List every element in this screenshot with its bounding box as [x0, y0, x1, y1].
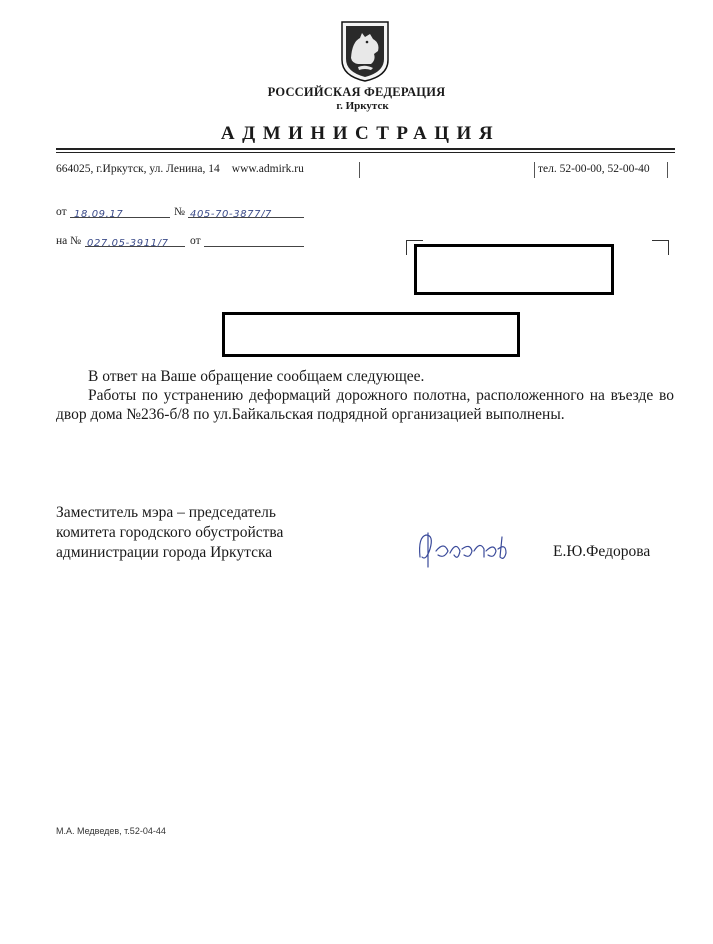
address-line	[56, 163, 304, 175]
website-link: www.admirk.ru	[231, 163, 304, 175]
body-paragraph-1: В ответ на Ваше обращение сообщаем следующее.	[88, 368, 425, 385]
recipient-corner-right	[652, 240, 669, 255]
number-label: №	[174, 206, 185, 218]
coat-of-arms-emblem	[340, 20, 390, 82]
phone-divider-left	[534, 162, 535, 178]
phone-line: тел. 52-00-00, 52-00-40	[538, 163, 650, 175]
reply-date-label: от	[190, 235, 201, 247]
redacted-recipient-address	[414, 244, 614, 295]
letter-body	[56, 367, 674, 424]
reply-number-value: 027.05-3911/7	[87, 238, 169, 249]
federation-heading: РОССИЙСКАЯ ФЕДЕРАЦИЯ	[267, 85, 446, 99]
body-paragraph-2: Работы по устранению деформаций дорожного полотна, расположенного на въезде во двор дома №236-б/8 по ул.Байкальская подрядной организацией выполнены.	[56, 387, 674, 423]
header-rule-thick	[56, 148, 675, 150]
signatory-name: Е.Ю.Федорова	[553, 543, 651, 560]
signatory-title-line-1: Заместитель мэра – председатель	[56, 504, 276, 521]
handwritten-signature	[414, 527, 514, 573]
city-heading: г. Иркутск	[336, 100, 389, 112]
header-rule-thin	[56, 152, 675, 153]
number-field	[188, 204, 304, 218]
number-value: 405-70-3877/7	[190, 209, 273, 220]
reply-number-field	[85, 233, 185, 247]
signatory-title	[56, 503, 283, 563]
redacted-recipient-name	[222, 312, 520, 357]
date-value: 18.09.17	[74, 209, 124, 220]
signatory-title-line-3: администрации города Иркутска	[56, 544, 273, 561]
date-field	[70, 204, 170, 218]
address-divider	[359, 162, 360, 178]
date-label: от	[56, 206, 67, 218]
executor-note: М.А. Медведев, т.52-04-44	[56, 826, 166, 836]
phone-divider-right	[667, 162, 668, 178]
reply-date-field	[204, 233, 304, 247]
organization-title: АДМИНИСТРАЦИЯ	[220, 123, 501, 144]
postal-address: 664025, г.Иркутск, ул. Ленина, 14	[56, 163, 220, 175]
reply-number-label: на №	[56, 235, 82, 247]
signatory-title-line-2: комитета городского обустройства	[56, 524, 284, 541]
